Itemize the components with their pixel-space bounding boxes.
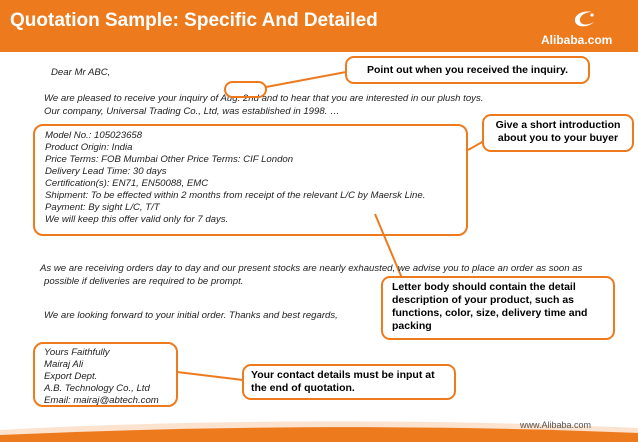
callout-inquiry-date [345,56,590,84]
letter-greeting: Dear Mr ABC, [51,67,111,78]
callout-introduction [482,114,634,152]
product-line: Payment: By sight L/C, T/T [45,202,160,213]
signature-line: Export Dept. [44,371,98,382]
product-line: Price Terms: FOB Mumbai Other Price Terms: CIF London [45,154,294,165]
callout-body-line: functions, color, size, delivery time and [392,307,588,319]
product-line: Shipment: To be effected within 2 months from receipt of the relevant L/C by Maersk Line. [45,190,426,201]
signature-line: Yours Faithfully [44,347,110,358]
callout-letter-body [381,276,615,340]
callout-intro-line: about you to your buyer [497,132,619,144]
footer-url: www.Alibaba.com [520,420,592,430]
callout-contact-details [242,364,456,400]
letter-body-line-2: possible if deliveries are required to be prompt. [44,276,244,287]
callout-body-line: Letter body should contain the detail [392,281,576,293]
signature-line: Mairaj Ali [44,359,84,370]
signature-line: A.B. Technology Co., Ltd [44,383,150,394]
callout-contact-line: the end of quotation. [251,382,355,394]
callout-body-line: description of your product, such as [392,294,575,306]
product-line: Model No.: 105023658 [45,130,143,141]
product-line: We will keep this offer valid only for 7 days. [45,214,229,225]
callout-contact-line: Your contact details must be input at [251,369,435,381]
callout-inquiry-text: Point out when you received the inquiry. [366,64,569,76]
alibaba-logo-text: Alibaba.com [541,33,613,47]
callout-body-line: packing [392,320,432,332]
letter-closing-line: We are looking forward to your initial order. Thanks and best regards, [44,310,338,321]
letter-intro-line-1: We are pleased to receive your inquiry of Aug. 2nd and to hear that you are interested in our plush toys. [44,93,484,104]
inquiry-date-highlight [224,81,267,98]
slide-title: Quotation Sample: Specific And Detailed [10,10,378,31]
product-line: Certification(s): EN71, EN50088, EMC [45,178,209,189]
letter-intro-line-2: Our company, Universal Trading Co., Ltd, was established in 1998. … [44,106,340,117]
signature-box [33,342,178,407]
product-line: Delivery Lead Time: 30 days [45,166,167,177]
product-details-box [33,124,468,236]
signature-line: Email: mairaj@abtech.com [44,395,159,406]
callout-intro-line: Give a short introduction [495,119,621,131]
product-line: Product Origin: India [45,142,133,153]
letter-body-line-1: As we are receiving orders day to day and our present stocks are nearly exhausted, we advise you to place an order as soon as [40,263,583,274]
